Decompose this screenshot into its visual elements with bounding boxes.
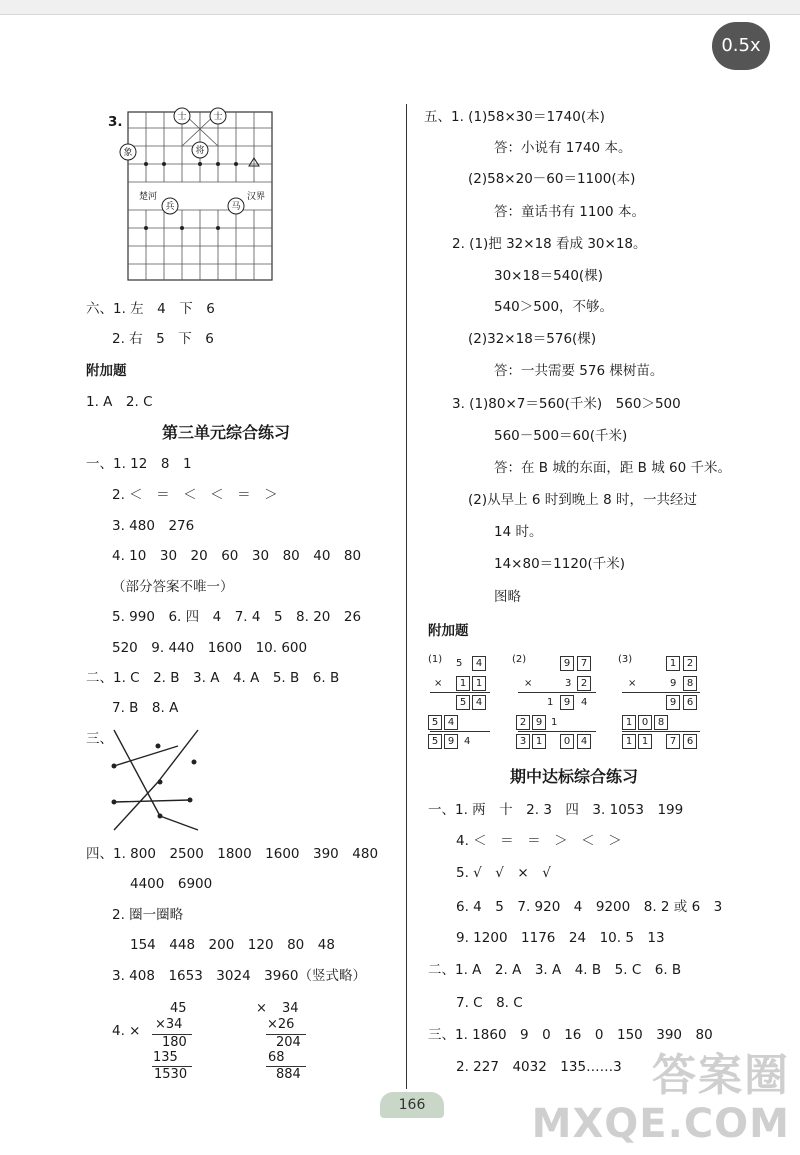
unit3-title: 第三单元综合练习 [162, 423, 291, 442]
digit-box: 9 [532, 715, 546, 730]
u3-line: 一、1. 12 8 1 [86, 456, 192, 472]
u3-line: 5. 990 6. 四 4 7. 4 5 8. 20 26 [112, 609, 362, 625]
calc2-x: × [256, 1001, 267, 1016]
digit-box: 1 [472, 676, 486, 691]
digit-box: 0 [560, 734, 574, 749]
m-line: 一、1. 两 十 2. 3 四 3. 1053 199 [428, 802, 684, 818]
calc-line [518, 731, 596, 732]
u3-line: 四、1. 800 2500 1800 1600 390 480 [86, 846, 379, 862]
digit-box: 5 [428, 715, 442, 730]
digit-box: 4 [472, 695, 486, 710]
calc-line [430, 731, 490, 732]
r-line: 图略 [494, 589, 521, 605]
calc-line [622, 692, 700, 693]
digit: 1 [547, 697, 554, 708]
digit-box: 1 [622, 734, 636, 749]
digit: 4 [464, 736, 471, 747]
u3-line: （部分答案不唯一） [112, 579, 234, 595]
calc1-b: ×34 [155, 1017, 183, 1032]
r-line: 14 时。 [494, 524, 543, 540]
m-line: 4. ＜ ＝ ＝ ＞ ＜ ＞ [456, 833, 622, 849]
r-line: 2. (1)把 32×18 看成 30×18。 [452, 236, 647, 252]
digit-box: 3 [516, 734, 530, 749]
digit-box: 2 [516, 715, 530, 730]
chess-piece-shi: 士 [177, 112, 187, 122]
digit-box: 5 [456, 695, 470, 710]
digit: 3 [565, 678, 572, 689]
m-line: 2. 227 4032 135……3 [456, 1059, 622, 1075]
chess-piece-bing: 兵 [165, 202, 175, 212]
digit-box: 4 [444, 715, 458, 730]
u3-line: 7. B 8. A [112, 700, 179, 716]
chess-piece-xiang: 象 [123, 148, 133, 158]
digit-box: 6 [683, 695, 697, 710]
digit-box: 7 [666, 734, 680, 749]
r-line: 答：一共需要 576 棵树苗。 [494, 363, 664, 379]
question-3-label: 3. [108, 114, 123, 130]
puzzle-label: (1) [428, 654, 443, 665]
midterm-title: 期中达标综合练习 [510, 767, 639, 786]
river-label-han: 汉界 [246, 192, 266, 202]
calc2-p2: 68 [268, 1050, 285, 1065]
digit-box: 1 [456, 676, 470, 691]
column-divider [406, 104, 407, 1089]
calc2-r: 884 [276, 1067, 301, 1082]
u3-line: 4. 10 30 20 60 30 80 40 80 [112, 548, 362, 564]
r-line: 3. (1)80×7＝560(千米) 560＞500 [452, 396, 681, 412]
r-line: 五、1. (1)58×30＝1740(本) [424, 109, 605, 125]
puzzle-label: (3) [618, 654, 633, 665]
watermark-line2: MXQE.COM [531, 1101, 790, 1147]
digit-box: 1 [622, 715, 636, 730]
u3-line: 2. 圈一圈略 [112, 907, 184, 923]
digit-box: 2 [577, 676, 591, 691]
r-line: 14×80＝1120(千米) [494, 556, 626, 572]
digit-box: 2 [683, 656, 697, 671]
u3-line: 4400 6900 [130, 876, 213, 892]
puzzle-label: (2) [512, 654, 527, 665]
r-line: 560－500＝60(千米) [494, 428, 628, 444]
digit-box: 1 [532, 734, 546, 749]
calc-line [622, 731, 700, 732]
extra-title-right: 附加题 [428, 623, 469, 639]
digit-box: 8 [683, 676, 697, 691]
u3-line: 154 448 200 120 80 48 [130, 937, 335, 953]
chess-piece-jiang: 将 [195, 146, 205, 156]
digit-box: 5 [428, 734, 442, 749]
u3-line: 520 9. 440 1600 10. 600 [112, 640, 308, 656]
extra-title: 附加题 [86, 363, 127, 379]
r-line: 答：在 B 城的东面，距 B 城 60 千米。 [494, 460, 731, 476]
digit: 4 [581, 697, 588, 708]
r-line: 30×18＝540(棵) [494, 268, 603, 284]
digit-box: 9 [560, 656, 574, 671]
calc1-p1: 180 [162, 1035, 187, 1050]
digit-box: 1 [666, 656, 680, 671]
chess-piece-ma: 马 [231, 202, 241, 212]
calc-line [518, 692, 596, 693]
digit-box: 9 [560, 695, 574, 710]
matching-lines-diagram [108, 726, 218, 836]
extra-answers: 1. A 2. C [86, 394, 153, 410]
u3-line: 二、1. C 2. B 3. A 4. A 5. B 6. B [86, 670, 340, 686]
calc2-p1: 204 [276, 1035, 301, 1050]
u3-line: 三、 [86, 731, 113, 747]
calc1-r: 1530 [154, 1067, 188, 1082]
watermark-line1: 答案圈 [652, 1050, 790, 1101]
r-line: (2)从早上 6 时到晚上 8 时，一共经过 [468, 492, 697, 508]
digit-box: 4 [472, 656, 486, 671]
chess-piece-shi: 士 [213, 112, 223, 122]
digit-box: 7 [577, 656, 591, 671]
m-line: 5. √ √ × √ [456, 865, 551, 881]
answer-six-2: 2. 右 5 下 6 [112, 331, 214, 347]
calc1-p2: 135 [153, 1050, 178, 1065]
times-sign: × [524, 678, 533, 689]
top-bar [0, 0, 800, 15]
u3-line: 3. 480 276 [112, 518, 195, 534]
m-line: 二、1. A 2. A 3. A 4. B 5. C 6. B [428, 962, 682, 978]
times-sign: × [434, 678, 443, 689]
m-line: 6. 4 5 7. 920 4 9200 8. 2 或 6 3 [456, 899, 723, 915]
digit: 5 [456, 658, 463, 669]
digit: 9 [670, 678, 677, 689]
u3-line: 3. 408 1653 3024 3960（竖式略） [112, 968, 367, 984]
u3-line: 4. × [112, 1023, 141, 1039]
r-line: 540＞500，不够。 [494, 299, 614, 315]
m-line: 9. 1200 1176 24 10. 5 13 [456, 930, 665, 946]
river-label-chu: 楚河 [138, 192, 158, 202]
calc2-a: 34 [282, 1001, 299, 1016]
times-sign: × [628, 678, 637, 689]
r-line: (2)32×18＝576(棵) [468, 331, 597, 347]
page-number: 166 [380, 1092, 444, 1118]
digit-box: 0 [638, 715, 652, 730]
digit: 1 [551, 717, 558, 728]
r-line: (2)58×20－60＝1100(本) [468, 171, 636, 187]
r-line: 答：童话书有 1100 本。 [494, 204, 645, 220]
calc2-b: ×26 [267, 1017, 295, 1032]
site-watermark [532, 1051, 790, 1147]
calc-line [430, 692, 490, 693]
r-line: 答：小说有 1740 本。 [494, 140, 632, 156]
calc1-a: 45 [170, 1001, 187, 1016]
answer-six-1: 六、1. 左 4 下 6 [86, 301, 215, 317]
m-line: 三、1. 1860 9 0 16 0 150 390 80 [428, 1027, 713, 1043]
m-line: 7. C 8. C [456, 995, 523, 1011]
digit-box: 9 [666, 695, 680, 710]
chess-board-diagram [118, 104, 280, 284]
digit-box: 6 [683, 734, 697, 749]
digit-box: 8 [654, 715, 668, 730]
digit-box: 1 [638, 734, 652, 749]
digit-box: 4 [577, 734, 591, 749]
playback-speed-button[interactable]: 0.5x [712, 22, 770, 70]
digit-box: 9 [444, 734, 458, 749]
u3-line: 2. ＜ ＝ ＜ ＜ ＝ ＞ [112, 487, 278, 503]
